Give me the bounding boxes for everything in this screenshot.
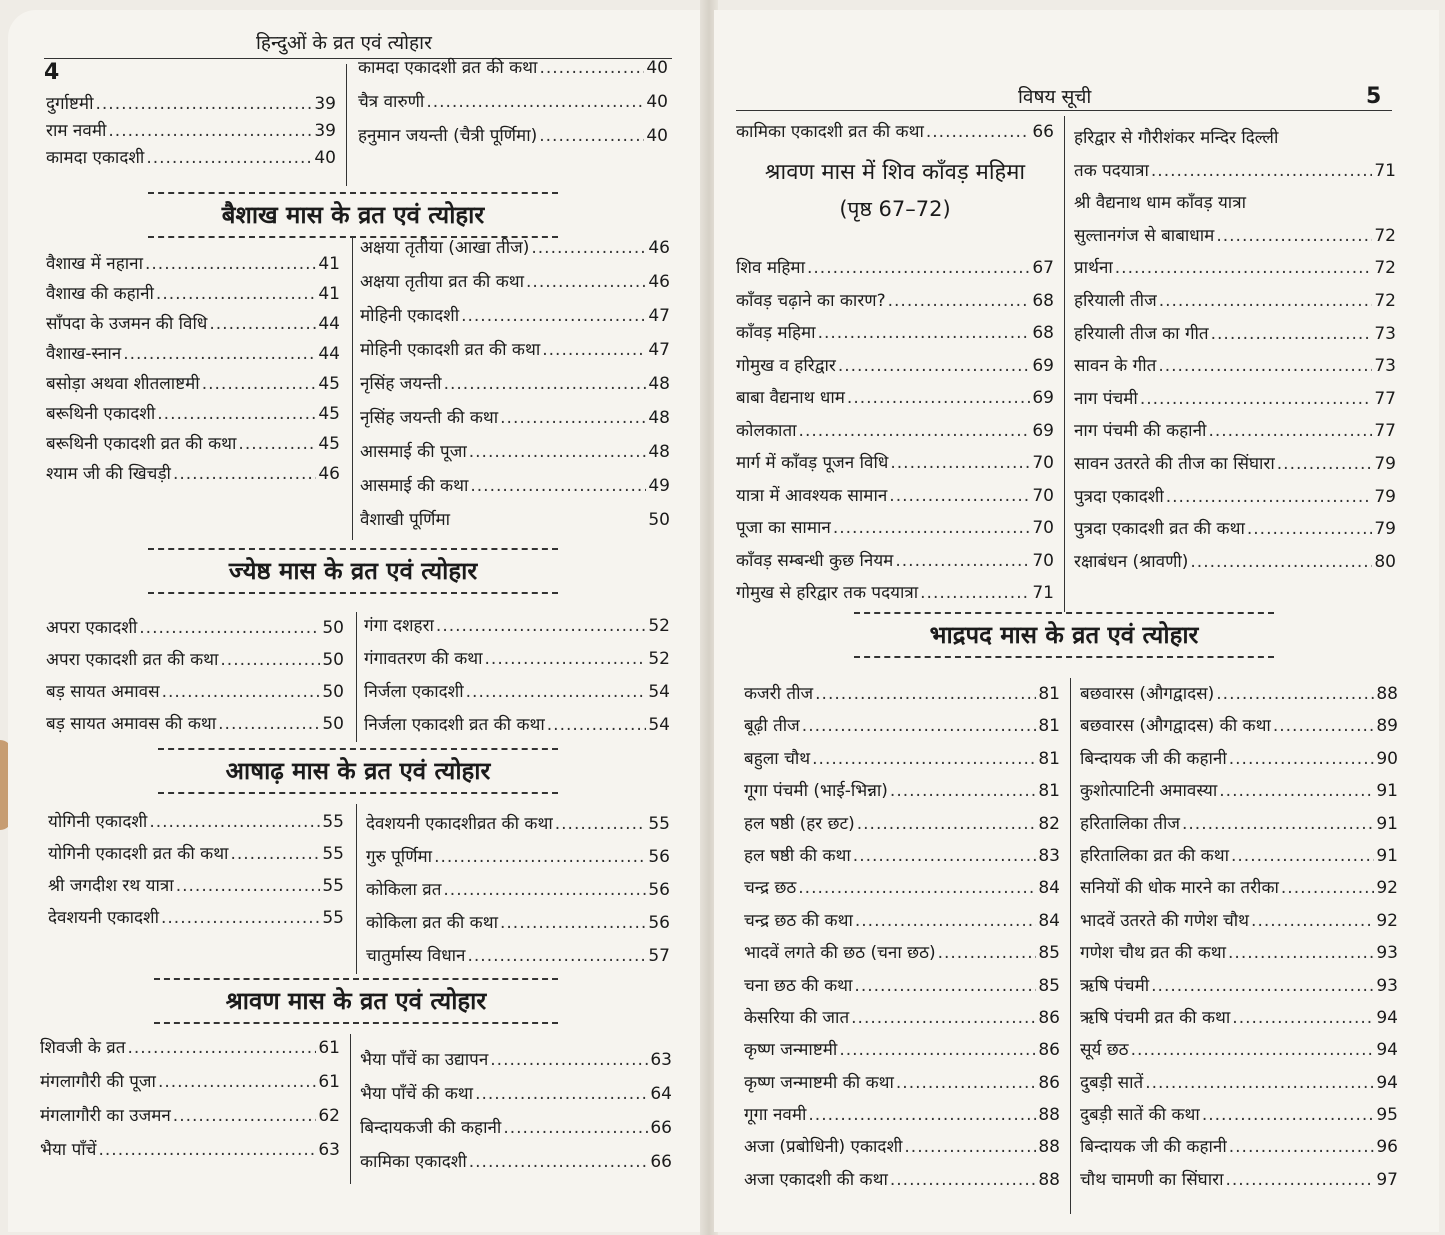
list-item[interactable]: गंगावतरण की कथा ..... 52 (364, 649, 670, 682)
shravan-col1 (40, 1038, 340, 1174)
list-item[interactable]: आसमाई की कथा ..... 49 (360, 476, 670, 510)
left-page (8, 10, 708, 1232)
section-heading-jyeshtha: ज्येष्ठ मास के व्रत एवं त्योहार (148, 542, 558, 600)
list-item[interactable]: मोहिनी एकादशी ..... 47 (360, 306, 670, 340)
list-item[interactable]: सुल्तानगंज से बाबाधाम ..... 72 (1074, 226, 1396, 259)
list-item[interactable]: योगिनी एकादशी व्रत की कथा ..... 55 (48, 844, 344, 876)
list-item[interactable]: बिन्दायक जी की कहानी ..... 90 (1080, 749, 1398, 781)
list-item[interactable]: हरितालिका व्रत की कथा ..... 91 (1080, 846, 1398, 878)
list-item[interactable]: हल षष्ठी (हर छट) ..... 82 (744, 814, 1060, 846)
list-item[interactable]: गुरु पूर्णिमा ..... 56 (366, 847, 670, 880)
list-item[interactable]: बहुला चौथ ..... 81 (744, 749, 1060, 781)
section-heading-baishakh: बैशाख मास के व्रत एवं त्योहार (148, 186, 558, 244)
jyeshtha-col1 (46, 618, 344, 746)
list-item[interactable]: ऋषि पंचमी व्रत की कथा ..... 94 (1080, 1008, 1398, 1040)
list-item[interactable]: चौथ चामणी का सिंघारा ..... 97 (1080, 1170, 1398, 1202)
list-item[interactable]: बछवारस (औगद्वादस) की कथा ..... 89 (1080, 716, 1398, 748)
list-item[interactable]: दुबड़ी सातें की कथा ..... 95 (1080, 1105, 1398, 1137)
jyeshtha-col2 (364, 616, 670, 748)
shravan-kanwar-subheading: (पृष्ठ 67–72) (839, 197, 951, 221)
list-item[interactable]: सनियों की धोक मारने का तरीका ..... 92 (1080, 878, 1398, 910)
bhadrapad-col1 (744, 684, 1060, 1202)
list-item[interactable]: अक्षया तृतीया व्रत की कथा ..... 46 (360, 272, 670, 306)
list-item[interactable]: पुत्रदा एकादशी व्रत की कथा ..... 79 (1074, 519, 1396, 552)
list-item[interactable]: सावन के गीत ..... 73 (1074, 356, 1396, 389)
section-heading-ashadh: आषाढ़ मास के व्रत एवं त्योहार (158, 742, 558, 800)
list-item[interactable]: अपरा एकादशी ..... 50 (46, 618, 344, 650)
list-item[interactable]: नाग पंचमी की कहानी ..... 77 (1074, 421, 1396, 454)
list-item[interactable]: कुशोत्पाटिनी अमावस्या ..... 91 (1080, 781, 1398, 813)
baishakh-col1 (46, 254, 340, 494)
list-item[interactable]: भैया पाँचें की कथा ..... 64 (360, 1084, 672, 1118)
list-item[interactable]: श्याम जी की खिचड़ी ..... 46 (46, 464, 340, 494)
right-running-head: विषय सूची (1018, 86, 1092, 108)
list-item[interactable]: प्रार्थना ..... 72 (1074, 258, 1396, 291)
list-item[interactable]: बाबा वैद्यनाथ धाम ..... 69 (736, 388, 1054, 421)
list-item[interactable]: पूजा का सामान ..... 70 (736, 518, 1054, 551)
list-item[interactable]: चन्द्र छठ की कथा ..... 84 (744, 911, 1060, 943)
list-item[interactable]: तक पदयात्रा ..... 71 (1074, 161, 1396, 194)
shravan-kanwar-heading: श्रावण मास में शिव काँवड़ महिमा (764, 160, 1026, 185)
section-heading-shravan: श्रावण मास के व्रत एवं त्योहार (154, 972, 558, 1030)
list-item[interactable]: श्री वैद्यनाथ धाम काँवड़ यात्रा (1074, 193, 1246, 214)
left-top-col2 (358, 58, 668, 160)
list-item[interactable]: मोहिनी एकादशी व्रत की कथा ..... 47 (360, 340, 670, 374)
list-item[interactable]: कामदा एकादशी व्रत की कथा ..... 40 (358, 58, 668, 92)
list-item[interactable]: वैशाख में नहाना ..... 41 (46, 254, 340, 284)
shravan-col2 (360, 1050, 672, 1186)
list-item[interactable]: शिवजी के व्रत ..... 61 (40, 1038, 340, 1072)
right-head-rule (736, 110, 1392, 111)
list-item[interactable]: कोकिला व्रत ..... 56 (366, 880, 670, 913)
list-item[interactable]: पुत्रदा एकादशी ..... 79 (1074, 487, 1396, 520)
list-item[interactable]: गणेश चौथ व्रत की कथा ..... 93 (1080, 943, 1398, 975)
list-item[interactable]: चातुर्मास्य विधान ..... 57 (366, 946, 670, 979)
list-item[interactable]: गोमुख से हरिद्वार तक पदयात्रा ..... 71 (736, 583, 1054, 616)
list-item[interactable]: चन्द्र छठ ..... 84 (744, 878, 1060, 910)
list-item[interactable]: शिव महिमा ..... 67 (736, 258, 1054, 291)
list-item[interactable]: मार्ग में काँवड़ पूजन विधि ..... 70 (736, 453, 1054, 486)
list-item[interactable]: दुर्गाष्टमी ..... 39 (46, 94, 336, 121)
list-item[interactable]: काँवड़ चढ़ाने का कारण? ..... 68 (736, 291, 1054, 324)
section-heading-bhadrapad: भाद्रपद मास के व्रत एवं त्योहार (854, 606, 1274, 664)
right-page-number: 5 (1366, 84, 1382, 109)
list-item[interactable]: बछवारस (औगद्वादस) ..... 88 (1080, 684, 1398, 716)
ashadh-divider (356, 804, 357, 974)
left-top-col1 (46, 94, 336, 175)
list-item[interactable]: भादवें लगते की छठ (चना छठ) ..... 85 (744, 943, 1060, 975)
list-item[interactable]: योगिनी एकादशी ..... 55 (48, 812, 344, 844)
list-item[interactable]: कृष्ण जन्माष्टमी ..... 86 (744, 1040, 1060, 1072)
list-item[interactable]: वैशाख-स्नान ..... 44 (46, 344, 340, 374)
list-item[interactable]: गूगा पंचमी (भाई-भिन्ना) ..... 81 (744, 781, 1060, 813)
list-item[interactable]: देवशयनी एकादशीव्रत की कथा ..... 55 (366, 814, 670, 847)
list-item[interactable]: केसरिया की जात ..... 86 (744, 1008, 1060, 1040)
list-item[interactable]: बिन्दायक जी की कहानी ..... 96 (1080, 1137, 1398, 1169)
list-item[interactable]: सावन उतरते की तीज का सिंघारा ..... 79 (1074, 454, 1396, 487)
baishakh-divider (352, 238, 353, 540)
list-item[interactable]: यात्रा में आवश्यक सामान ..... 70 (736, 486, 1054, 519)
list-item[interactable]: साँपदा के उजमन की विधि ..... 44 (46, 314, 340, 344)
list-item[interactable]: चना छठ की कथा ..... 85 (744, 976, 1060, 1008)
list-item[interactable]: बसोड़ा अथवा शीतलाष्टमी ..... 45 (46, 374, 340, 404)
list-item[interactable]: हरितालिका तीज ..... 91 (1080, 814, 1398, 846)
list-item[interactable]: हरिद्वार से गौरीशंकर मन्दिर दिल्ली (1074, 128, 1279, 148)
list-item[interactable]: अजा (प्रबोधिनी) एकादशी ..... 88 (744, 1137, 1060, 1169)
list-item[interactable]: वैशाख की कहानी ..... 41 (46, 284, 340, 314)
list-item[interactable]: बड़ सायत अमावस ..... 50 (46, 682, 344, 714)
list-item[interactable]: कोकिला व्रत की कथा ..... 56 (366, 913, 670, 946)
ashadh-col2 (366, 814, 670, 979)
list-item[interactable]: सूर्य छठ ..... 94 (1080, 1040, 1398, 1072)
shravan-divider (350, 1034, 351, 1184)
list-item[interactable]: दुबड़ी सातें ..... 94 (1080, 1073, 1398, 1105)
list-item[interactable]: गोमुख व हरिद्वार ..... 69 (736, 356, 1054, 389)
list-item[interactable]: नाग पंचमी ..... 77 (1074, 389, 1396, 422)
ashadh-col1 (48, 812, 344, 940)
list-item[interactable]: कजरी तीज ..... 81 (744, 684, 1060, 716)
list-item[interactable]: हरियाली तीज का गीत ..... 73 (1074, 324, 1396, 357)
list-item[interactable]: बड़ सायत अमावस की कथा ..... 50 (46, 714, 344, 746)
list-item[interactable]: कोलकाता ..... 69 (736, 421, 1054, 454)
list-item[interactable]: हनुमान जयन्ती (चैत्री पूर्णिमा) ..... 40 (358, 126, 668, 160)
list-item[interactable]: अक्षया तृतीया (आखा तीज) ..... 46 (360, 238, 670, 272)
list-item[interactable]: चैत्र वारुणी ..... 40 (358, 92, 668, 126)
list-item[interactable]: देवशयनी एकादशी ..... 55 (48, 908, 344, 940)
list-item[interactable]: मंगलागौरी का उजमन ..... 62 (40, 1106, 340, 1140)
list-item[interactable]: भैया पाँचें ..... 63 (40, 1140, 340, 1174)
list-item[interactable]: मंगलागौरी की पूजा ..... 61 (40, 1072, 340, 1106)
list-item[interactable]: वैशाखी पूर्णिमा 50 (360, 510, 670, 530)
left-page-number: 4 (44, 60, 60, 85)
list-item[interactable]: हल षष्ठी की कथा ..... 83 (744, 846, 1060, 878)
list-item[interactable]: अपरा एकादशी व्रत की कथा ..... 50 (46, 650, 344, 682)
list-item[interactable]: नृसिंह जयन्ती की कथा ..... 48 (360, 408, 670, 442)
list-item[interactable]: आसमाई की पूजा ..... 48 (360, 442, 670, 476)
list-item[interactable]: निर्जला एकादशी ..... 54 (364, 682, 670, 715)
list-item[interactable]: गंगा दशहरा ..... 52 (364, 616, 670, 649)
list-item[interactable]: कृष्ण जन्माष्टमी की कथा ..... 86 (744, 1073, 1060, 1105)
list-item[interactable]: श्री जगदीश रथ यात्रा ..... 55 (48, 876, 344, 908)
bhadrapad-divider (1070, 678, 1071, 1214)
list-item[interactable]: भैया पाँचें का उद्यापन ..... 63 (360, 1050, 672, 1084)
right-top-divider (1064, 116, 1065, 612)
list-item[interactable]: हरियाली तीज ..... 72 (1074, 291, 1396, 324)
right-top-col2 (1074, 128, 1396, 584)
list-item[interactable]: राम नवमी ..... 39 (46, 121, 336, 148)
bhadrapad-col2 (1080, 684, 1398, 1202)
right-page (714, 10, 1439, 1232)
list-item[interactable]: बूढ़ी तीज ..... 81 (744, 716, 1060, 748)
baishakh-col2 (360, 238, 670, 544)
right-top-col1-first (736, 122, 1054, 156)
list-item[interactable]: रक्षाबंधन (श्रावणी) ..... 80 (1074, 552, 1396, 585)
list-item[interactable]: भादवें उतरते की गणेश चौथ ..... 92 (1080, 911, 1398, 943)
list-item[interactable]: बरूथिनी एकादशी ..... 45 (46, 404, 340, 434)
list-item[interactable]: कामिका एकादशी ..... 66 (360, 1152, 672, 1186)
list-item[interactable]: गूगा नवमी ..... 88 (744, 1105, 1060, 1137)
list-item[interactable]: निर्जला एकादशी व्रत की कथा ..... 54 (364, 715, 670, 748)
right-top-col1 (736, 258, 1054, 616)
list-item[interactable]: काँवड़ सम्बन्धी कुछ नियम ..... 70 (736, 551, 1054, 584)
jyeshtha-divider (356, 612, 357, 742)
list-item[interactable]: बरूथिनी एकादशी व्रत की कथा ..... 45 (46, 434, 340, 464)
list-item[interactable]: कामदा एकादशी ..... 40 (46, 148, 336, 175)
list-item[interactable]: कामिका एकादशी व्रत की कथा ..... 66 (736, 122, 1054, 156)
left-top-divider (346, 64, 347, 186)
list-item[interactable]: अजा एकादशी की कथा ..... 88 (744, 1170, 1060, 1202)
list-item[interactable]: नृसिंह जयन्ती ..... 48 (360, 374, 670, 408)
left-running-head: हिन्दुओं के व्रत एवं त्योहार (256, 32, 432, 54)
list-item[interactable]: ऋषि पंचमी ..... 93 (1080, 976, 1398, 1008)
list-item[interactable]: बिन्दायकजी की कहानी ..... 66 (360, 1118, 672, 1152)
list-item[interactable]: काँवड़ महिमा ..... 68 (736, 323, 1054, 356)
